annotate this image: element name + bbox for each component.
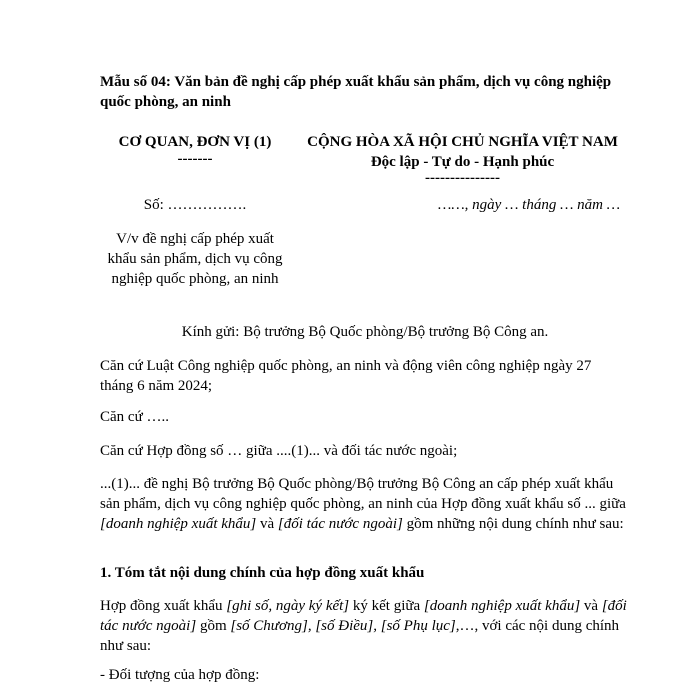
legal-basis-3: Căn cứ Hợp đồng số … giữa ....(1)... và đối tác nước ngoài; [100, 443, 458, 459]
form-title [100, 72, 630, 112]
request-exporter: [doanh nghiệp xuất khẩu] [100, 516, 257, 532]
agency-header [100, 132, 290, 166]
section-1-heading: 1. Tóm tắt nội dung chính của hợp đồng xuất khẩu [100, 565, 425, 581]
document-subject: V/v đề nghị cấp phép xuất khẩu sản phẩm, dịch vụ công nghiệp quốc phòng, an ninh [107, 231, 283, 287]
form-title-text: Văn bản đề nghị cấp phép xuất khẩu sản phẩm, dịch vụ công nghiệp quốc phòng, an ninh [100, 74, 612, 110]
addressee: Kính gửi: Bộ trưởng Bộ Quốc phòng/Bộ trưởng Bộ Công an. [181, 324, 549, 340]
section-1-contract-ref: [ghi số, ngày ký kết] [226, 598, 350, 614]
agency-name: CƠ QUAN, ĐƠN VỊ (1) [118, 134, 272, 150]
request-text-1: ...(1)... đề nghị Bộ trưởng Bộ Quốc phòng/Bộ trưởng Bộ Công an cấp phép xuất khẩu sản phẩm, dịch vụ công nghiệp quốc phòng, an ninh của Hợp đồng xuất khẩu số ... giữa [100, 476, 626, 512]
agency-divider: ------- [177, 151, 213, 167]
national-motto: Độc lập - Tự do - Hạnh phúc [370, 154, 555, 170]
country-name: CỘNG HÒA XÃ HỘI CHỦ NGHĨA VIỆT NAM [307, 134, 618, 150]
section-1-text-2: ký kết giữa [349, 598, 424, 614]
request-text-2: và [256, 516, 278, 532]
section-1-partner: [đối tác nước ngoài] [100, 598, 627, 634]
motto-divider: --------------- [425, 170, 500, 186]
document-date: ……, ngày … tháng … năm … [438, 197, 621, 213]
section-1-text-1: Hợp đồng xuất khẩu [100, 598, 227, 614]
section-1-structure: [số Chương], [số Điều], [số Phụ lục] [230, 618, 456, 634]
legal-basis-2: Căn cứ ….. [100, 409, 169, 425]
section-1-text-3: và [580, 598, 602, 614]
national-header [295, 132, 630, 184]
request-partner: [đối tác nước ngoài] [277, 516, 403, 532]
section-1-text-4: gồm [196, 618, 231, 634]
contract-subject-item: - Đối tượng của hợp đồng: [100, 667, 260, 683]
request-paragraph [100, 474, 630, 534]
form-title-number: Mẫu số 04: [100, 74, 171, 90]
legal-basis-1: Căn cứ Luật Công nghiệp quốc phòng, an ninh và động viên công nghiệp ngày 27 tháng 6 năm 2024; [100, 358, 592, 394]
section-1-paragraph [100, 596, 630, 656]
section-1-text-5: ,…, với các nội dung chính như sau: [100, 618, 620, 654]
document-number: Số: ……………. [143, 197, 247, 213]
request-text-3: gồm những nội dung chính như sau: [402, 516, 624, 532]
section-1-exporter: [doanh nghiệp xuất khẩu] [423, 598, 581, 614]
